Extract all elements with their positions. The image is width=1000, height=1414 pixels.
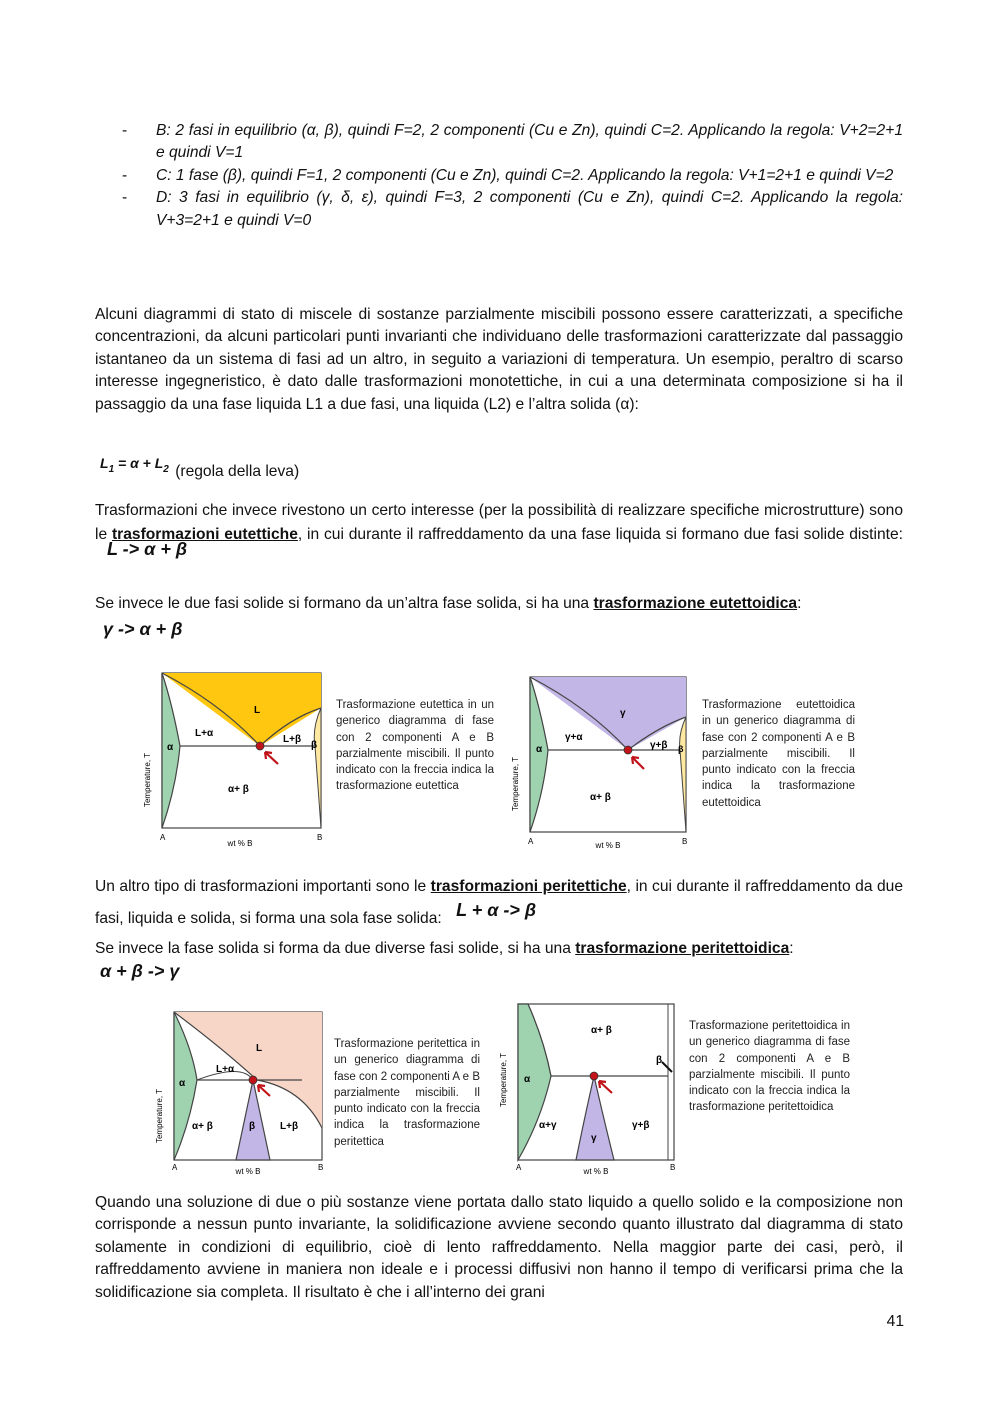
paragraph-peritectic: Un altro tipo di trasformazioni importanti sono le trasformazioni peritettiche, in cui durante il raffreddamento da due fasi, liquida e solida, si forma una sola fase solida: L + α -> β xyxy=(95,878,903,927)
label-left-mix: γ+α xyxy=(565,732,583,743)
monotectic-formula: $L_1 = \alpha + L_2$ xyxy=(100,455,169,475)
label-right-bottom: L+β xyxy=(280,1121,299,1132)
x-axis-label: wt % B xyxy=(595,841,621,850)
x-axis-label: wt % B xyxy=(227,839,253,848)
x-axis-label: wt % B xyxy=(235,1167,261,1176)
peritectoid-link[interactable]: trasformazione peritettoidica xyxy=(575,940,790,957)
bullet-item-b: - B: 2 fasi in equilibrio (α, β), quindi F=2, 2 componenti (Cu e Zn), quindi C=2. Applicando la regola: V+2=2+1 e quindi V=1 xyxy=(122,122,903,162)
label-beta: β xyxy=(678,744,684,754)
label-beta: β xyxy=(311,740,318,751)
label-right-mix: L+β xyxy=(283,734,302,745)
axis-b: B xyxy=(682,837,688,846)
monotectic-formula-line xyxy=(100,455,300,480)
eutectoid-diagram xyxy=(508,672,698,852)
label-mid: γ xyxy=(591,1133,597,1144)
peritectoid-point xyxy=(590,1072,598,1080)
peritectic-caption: Trasformazione peritettica in un generico diagramma di fase con 2 componenti A e B parzialmente miscibili. Il punto indicato con la freccia indica la trasformazione peritettica xyxy=(334,1038,480,1148)
peritectoid-diagram xyxy=(496,1000,682,1178)
eutectoid-link[interactable]: trasformazione eutettoidica xyxy=(593,595,798,612)
label-alpha: α xyxy=(524,1074,531,1085)
label-mid: β xyxy=(249,1121,256,1132)
label-left-bottom: α+ β xyxy=(192,1121,213,1132)
label-alpha: α xyxy=(167,742,174,753)
bullet-item-d: - D: 3 fasi in equilibrio (γ, δ, ε), quindi F=3, 2 componenti (Cu e Zn), quindi C=2. Applicando la regola: V+3=2+1 e quindi V=0 xyxy=(122,189,903,229)
paragraph-eutectic: Trasformazioni che invece rivestono un certo interesse (per la possibilità di realizzare specifiche microstrutture) sono le trasformazioni eutettiche, in cui durante il raffreddamento da una fase liquida si formano due fasi solide distinte: L -> α + β xyxy=(95,502,903,559)
label-right-bottom: γ+β xyxy=(632,1120,650,1131)
paragraph-solidification: Quando una soluzione di due o più sostanze viene portata dallo stato liquido a quello solido e la composizione non corrisponde a nessun punto invariante, la solidificazione avviene secondo quanto illustrato dal diagramma di stato solamente in condizioni di equilibrio, cioè di lento raffreddamento. Nella maggior parte dei casi, però, il raffreddamento avviene in maniera non ideale e i processi diffusivi non hanno il tempo di verificarsi prima che la solidificazione sia completa. Il risultato è che i all’interno dei grani xyxy=(95,1194,903,1301)
eutectoid-formula: γ -> α + β xyxy=(103,619,183,639)
eutectic-caption: Trasformazione eutettica in un generico diagramma di fase con 2 componenti A e B parzialmente miscibili. Il punto indicato con la freccia indica la trasformazione eutettica xyxy=(336,699,494,793)
y-axis-label: Temperature, T xyxy=(143,752,152,808)
label-mix: L+α xyxy=(216,1064,235,1075)
bullet-text: D: 3 fasi in equilibrio (γ, δ, ε), quindi F=3, 2 componenti (Cu e Zn), quindi C=2. Applicando la regola: V+3=2+1 e quindi V=0 xyxy=(156,189,903,229)
label-left-mix: L+α xyxy=(195,728,214,739)
eutectoid-point xyxy=(624,746,632,754)
paragraph-peritectoid: Se invece la fase solida si forma da due diverse fasi solide, si ha una trasformazione peritettoidica: xyxy=(95,940,794,957)
eutectoid-caption: Trasformazione eutettoidica in un generico diagramma di fase con 2 componenti A e B parzialmente miscibili. Il punto indicato con la freccia indica la trasformazione eutettoidica xyxy=(702,699,855,809)
peritectoid-formula: α + β -> γ xyxy=(100,961,180,981)
label-alpha: α xyxy=(536,744,543,755)
paragraph-eutectoid: Se invece le due fasi solide si formano da un’altra fase solida, si ha una trasformazione eutettoidica: xyxy=(95,595,802,612)
bullet-item-c: - C: 1 fase (β), quindi F=1, 2 componenti (Cu e Zn), quindi C=2. Applicando la regola: V+1=2+1 e quindi V=2 xyxy=(122,166,894,184)
bullet-text: B: 2 fasi in equilibrio (α, β), quindi F=2, 2 componenti (Cu e Zn), quindi C=2. Applicando la regola: V+2=2+1 e quindi V=1 xyxy=(156,122,903,162)
page-number: 41 xyxy=(886,1313,904,1330)
label-top: L xyxy=(254,705,261,716)
axis-a: A xyxy=(160,833,166,842)
lever-rule-note: (regola della leva) xyxy=(175,463,300,480)
eutectic-formula: L -> α + β xyxy=(107,539,188,559)
peritectic-link[interactable]: trasformazioni peritettiche xyxy=(430,878,627,895)
label-left-bottom: α+γ xyxy=(539,1120,557,1131)
peritectoid-caption: Trasformazione peritettoidica in un generico diagramma di fase con 2 componenti A e B parzialmente miscibili. Il punto indicato con la freccia indica la trasformazione peritettoidica xyxy=(689,1020,850,1114)
y-axis-label: Temperature, T xyxy=(511,756,520,812)
label-bottom: α+ β xyxy=(228,784,249,795)
axis-a: A xyxy=(172,1163,178,1172)
eutectic-link[interactable]: trasformazioni eutettiche xyxy=(111,525,298,543)
axis-a: A xyxy=(528,837,534,846)
axis-b: B xyxy=(670,1163,676,1172)
axis-a: A xyxy=(516,1163,522,1172)
label-beta: β xyxy=(656,1055,663,1066)
paragraph-monotectic: Alcuni diagrammi di stato di miscele di sostanze parzialmente miscibili possono essere caratterizzati, a specifiche concentrazioni, da alcuni particolari punti invarianti che individuano delle trasformazioni caratterizzate dal passaggio istantaneo da un sistema di fasi ad un altro, in seguito a variazioni di temperatura. Un esempio, peraltro di scarso interesse ingegneristico, è dato dalle trasformazioni monotettiche, in cui a una determinata composizione si ha il passaggio da una fase liquida L1 a due fasi, una liquida (L2) e l’altra solida (α): xyxy=(95,306,903,413)
axis-b: B xyxy=(317,833,323,842)
eutectic-diagram xyxy=(140,668,330,850)
y-axis-label: Temperature, T xyxy=(155,1088,164,1144)
label-right-mix: γ+β xyxy=(650,740,668,751)
peritectic-diagram xyxy=(152,1008,328,1178)
eutectic-point xyxy=(256,742,264,750)
peritectic-formula: L + α -> β xyxy=(456,900,537,920)
peritectic-point xyxy=(249,1076,257,1084)
y-axis-label: Temperature, T xyxy=(499,1052,508,1108)
x-axis-label: wt % B xyxy=(583,1167,609,1176)
bullet-text: C: 1 fase (β), quindi F=1, 2 componenti (Cu e Zn), quindi C=2. Applicando la regola: V+1=2+1 e quindi V=2 xyxy=(156,166,894,184)
axis-b: B xyxy=(318,1163,324,1172)
label-top: α+ β xyxy=(591,1025,612,1036)
bullet-list xyxy=(122,120,903,232)
label-top: L xyxy=(256,1043,263,1054)
label-bottom: α+ β xyxy=(590,792,611,803)
label-alpha: α xyxy=(179,1078,186,1089)
label-top: γ xyxy=(620,708,626,719)
